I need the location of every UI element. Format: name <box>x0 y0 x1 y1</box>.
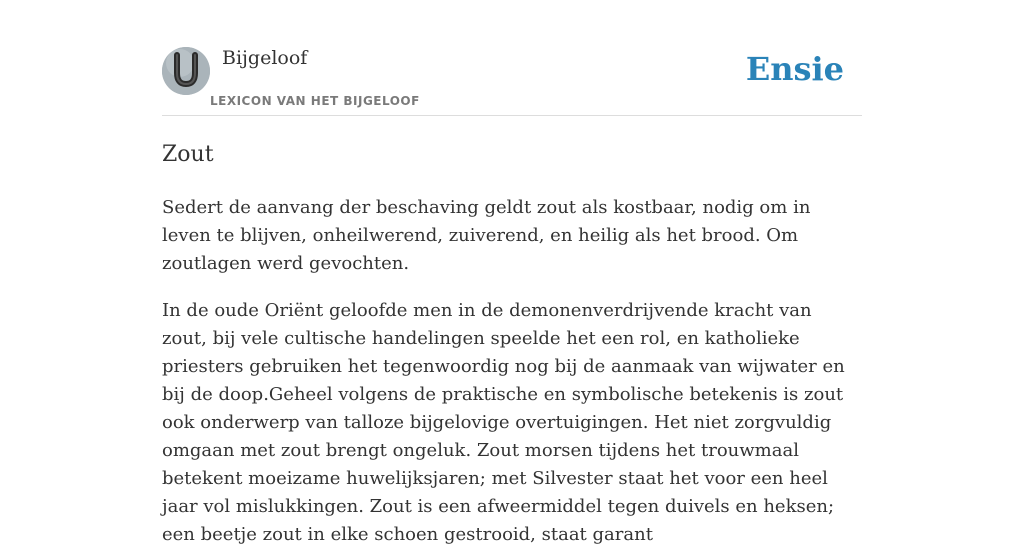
page <box>162 0 862 545</box>
article <box>162 141 862 549</box>
article-paragraph: Sedert de aanvang der beschaving geldt zout als kostbaar, nodig om in leven te blijven, onheilwerend, zuiverend, en heilig als het brood. Om zoutlagen werd gevochten. <box>162 197 811 274</box>
article-paragraph: In de oude Oriënt geloofde men in de demonenverdrijvende kracht van zout, bij vele cultische handelingen speelde het een rol, en katholieke priesters gebruiken het tegenwoordig nog bij de aanmaak van wijwater en bij de doop.Geheel volgens de praktische en symbolische betekenis is zout ook onderwerp van talloze bijgelovige overtuigingen. Het niet zorgvuldig omgaan met zout brengt ongeluk. Zout morsen tijdens het trouwmaal betekent moeizame huwelijksjaren; met Silvester staat het voor een heel jaar vol mislukkingen. Zout is een afweermiddel tegen duivels en heksen; een beetje zout in elke schoen gestrooid, staat garant <box>162 300 845 545</box>
article-title: Zout <box>162 142 214 167</box>
horseshoe-avatar-icon[interactable] <box>162 47 210 95</box>
source-name-link[interactable]: Bijgeloof <box>222 47 308 69</box>
brand-logo[interactable]: Ensie <box>745 50 844 88</box>
site-header <box>162 0 862 116</box>
source-subtitle: LEXICON VAN HET BIJGELOOF <box>210 94 420 108</box>
